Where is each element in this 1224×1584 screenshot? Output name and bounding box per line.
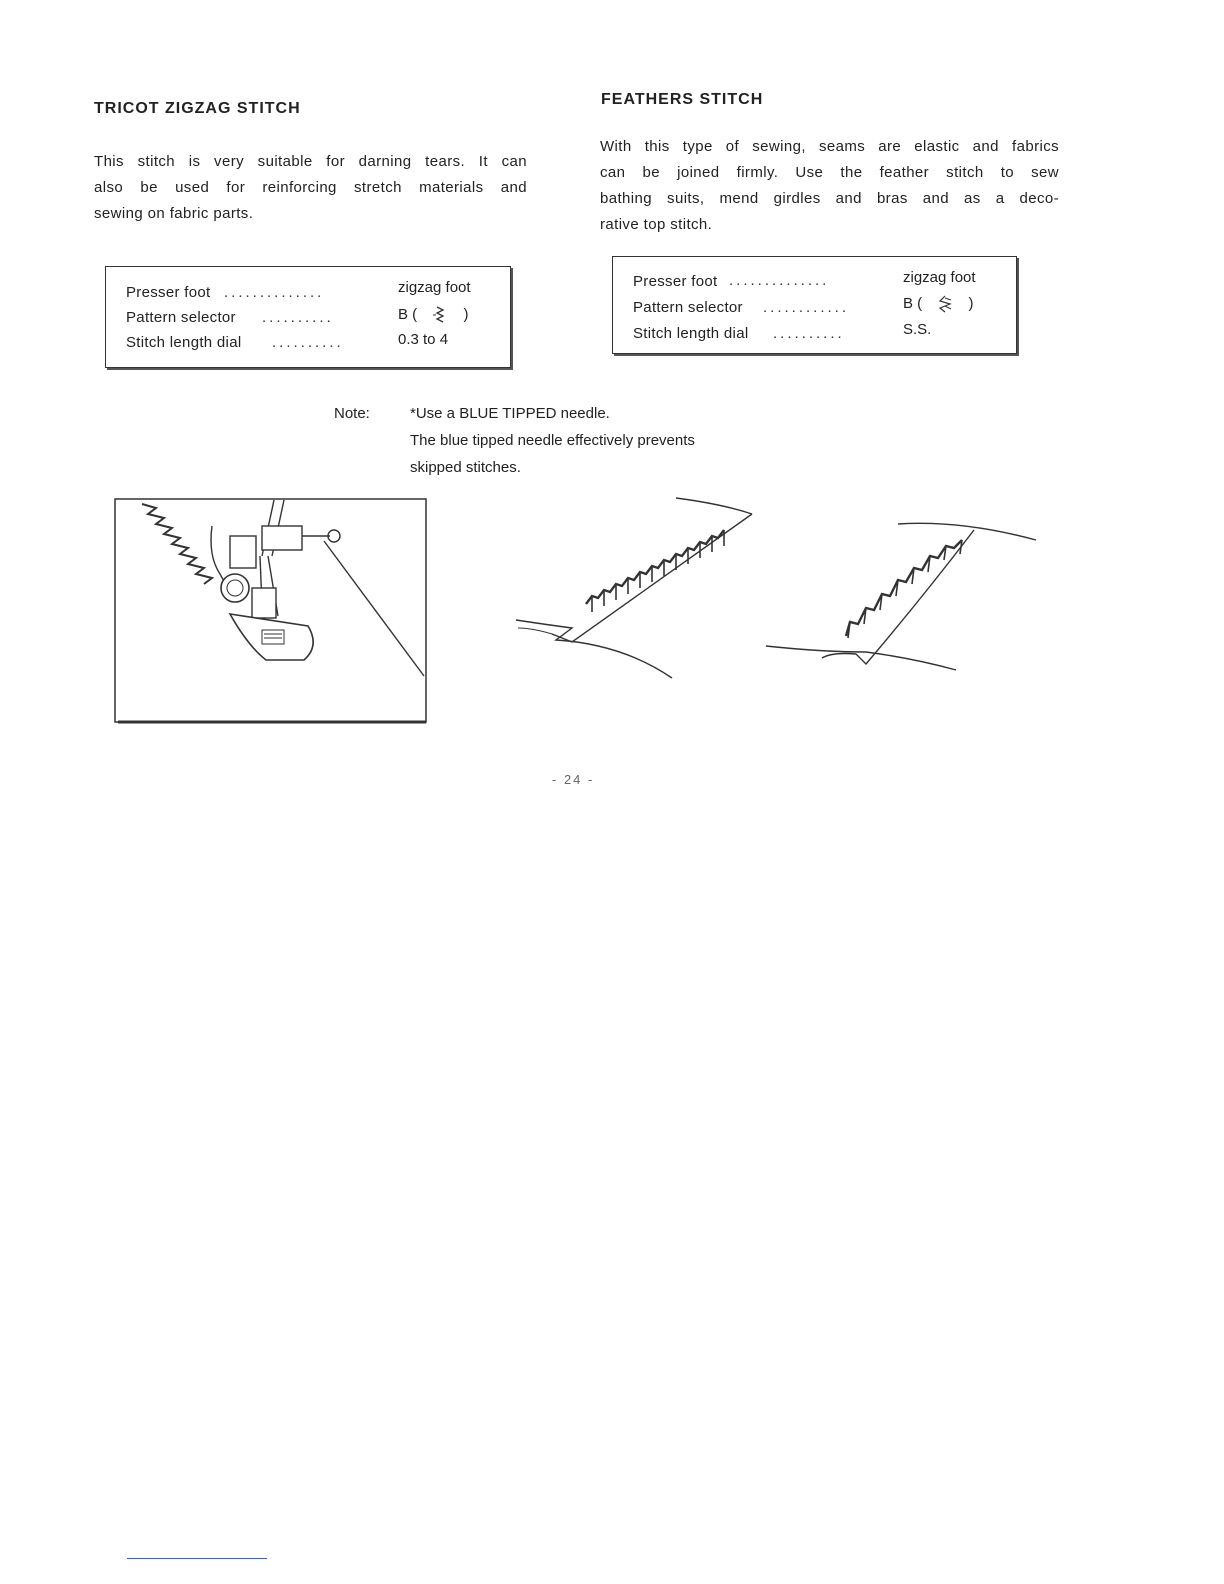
- description-line: With this type of sewing, seams are elastic and fabrics: [600, 138, 1059, 155]
- presser-foot-value: zigzag foot: [398, 279, 471, 296]
- presser-foot-label: Presser foot: [126, 284, 211, 301]
- pattern-selector-row: [633, 299, 743, 316]
- feathers-stitch-settings-box: [612, 256, 1017, 354]
- stitch-length-label: Stitch length dial: [633, 325, 749, 342]
- note-text: [410, 400, 695, 481]
- leader-dots: ..........: [272, 334, 344, 351]
- note-line: skipped stitches.: [410, 459, 521, 476]
- feathers-stitch-heading: FEATHERS STITCH: [601, 91, 764, 108]
- description-line: rative top stitch.: [600, 216, 713, 233]
- pattern-selector-value: B ( ): [398, 306, 469, 323]
- page-number: - 24 -: [552, 772, 595, 787]
- presser-foot-illustration: [112, 496, 430, 726]
- leader-dots: ..............: [729, 272, 830, 289]
- note-line: The blue tipped needle effectively prevents: [410, 432, 695, 449]
- feather-stitch-fabric-illustration-1: [512, 494, 762, 684]
- bottom-rule: [127, 1558, 267, 1559]
- description-line: also be used for reinforcing stretch materials and: [94, 179, 527, 196]
- pattern-selector-label: Pattern selector: [126, 309, 236, 326]
- tricot-zigzag-icon: [429, 306, 451, 324]
- feathers-stitch-description: [600, 134, 1059, 238]
- leader-dots: ..........: [773, 325, 845, 342]
- note-line: *Use a BLUE TIPPED needle.: [410, 405, 610, 422]
- presser-foot-row: [633, 273, 717, 290]
- stitch-length-value: S.S.: [903, 321, 932, 338]
- description-line: This stitch is very suitable for darning tears. It can: [94, 153, 527, 170]
- presser-foot-value: zigzag foot: [903, 269, 976, 286]
- leader-dots: ..........: [262, 309, 334, 326]
- pattern-selector-row: [126, 309, 236, 326]
- tricot-zigzag-heading: TRICOT ZIGZAG STITCH: [94, 100, 301, 117]
- stitch-length-row: [633, 325, 748, 342]
- description-line: can be joined firmly. Use the feather stitch to sew: [600, 164, 1059, 181]
- leader-dots: ............: [763, 299, 850, 316]
- pattern-selector-label: Pattern selector: [633, 299, 743, 316]
- tricot-zigzag-description: [94, 149, 527, 227]
- pattern-selector-value: B ( ): [903, 295, 974, 312]
- presser-foot-label: Presser foot: [633, 273, 718, 290]
- stitch-length-row: [126, 334, 241, 351]
- presser-foot-row: [126, 284, 210, 301]
- stitch-length-label: Stitch length dial: [126, 334, 242, 351]
- stitch-length-value: 0.3 to 4: [398, 331, 449, 348]
- feather-stitch-icon: [934, 295, 956, 313]
- tricot-zigzag-settings-box: [105, 266, 511, 368]
- note-label: Note:: [334, 405, 370, 422]
- description-line: bathing suits, mend girdles and bras and as a deco-: [600, 190, 1059, 207]
- leader-dots: ..............: [224, 284, 325, 301]
- description-line: sewing on fabric parts.: [94, 205, 254, 222]
- feather-stitch-fabric-illustration-2: [762, 518, 1042, 678]
